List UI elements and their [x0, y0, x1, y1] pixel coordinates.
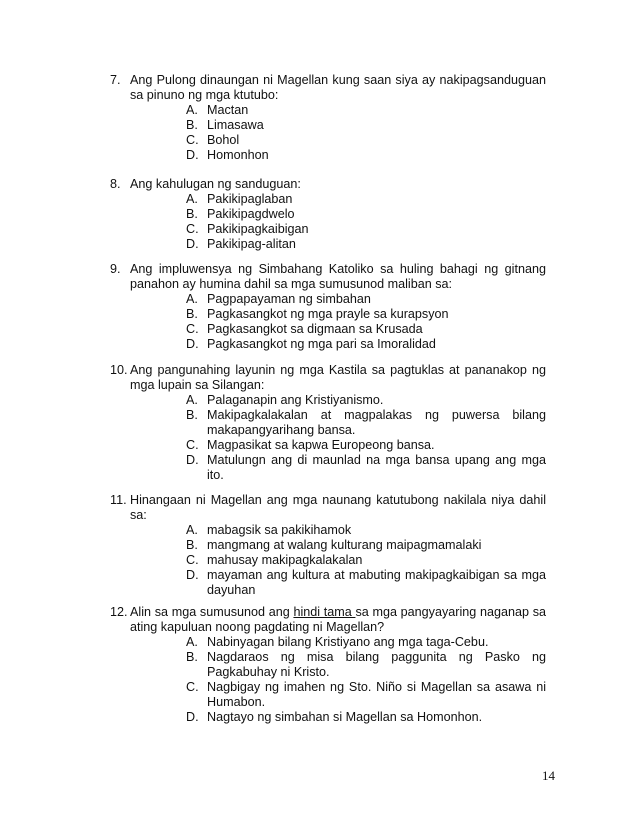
option-letter: B.	[186, 307, 198, 321]
option-text: Pakikipagdwelo	[207, 207, 295, 221]
question-number: 7.	[110, 73, 121, 87]
option	[186, 650, 546, 680]
option-text: mabagsik sa pakikihamok	[207, 523, 352, 537]
option	[186, 408, 546, 438]
option	[186, 453, 546, 483]
question-8	[110, 177, 546, 252]
option-text: Mactan	[207, 103, 249, 117]
option	[186, 710, 546, 725]
option-letter: D.	[186, 337, 199, 351]
option	[186, 337, 546, 352]
option-letter: D.	[186, 237, 199, 251]
option	[186, 237, 546, 252]
question-number: 9.	[110, 262, 121, 276]
option	[186, 292, 546, 307]
options-list	[186, 635, 546, 725]
option-letter: C.	[186, 438, 199, 452]
question-stem	[110, 363, 546, 393]
question-stem	[110, 73, 546, 103]
option-letter: C.	[186, 553, 199, 567]
page-number: 14	[542, 768, 555, 783]
option-letter: B.	[186, 538, 198, 552]
option	[186, 393, 546, 408]
option-letter: C.	[186, 680, 199, 694]
option-text: Nagtayo ng simbahan si Magellan sa Homonhon.	[207, 710, 483, 724]
question-text	[130, 605, 546, 635]
option-letter: C.	[186, 133, 199, 147]
option-text: Pagkasangkot sa digmaan sa Krusada	[207, 322, 423, 336]
options-list	[186, 523, 546, 598]
option-letter: D.	[186, 453, 199, 467]
option	[186, 538, 546, 553]
option-letter: A.	[186, 523, 198, 537]
option-text: Pagpapayaman ng simbahan	[207, 292, 371, 306]
option	[186, 207, 546, 222]
option-text: Matulungn ang di maunlad na mga bansa upang ang mga ito.	[207, 453, 546, 482]
question-stem	[110, 605, 546, 635]
option	[186, 307, 546, 322]
option-text: Magpasikat sa kapwa Europeong bansa.	[207, 438, 435, 452]
question-12	[110, 605, 546, 725]
option-letter: C.	[186, 222, 199, 236]
option-letter: B.	[186, 118, 198, 132]
option	[186, 680, 546, 710]
option	[186, 103, 546, 118]
option	[186, 568, 546, 598]
option	[186, 635, 546, 650]
options-list	[186, 103, 546, 163]
option-text: Nagdaraos ng misa bilang paggunita ng Pasko ng Pagkabuhay ni Kristo.	[207, 650, 546, 679]
option	[186, 133, 546, 148]
option	[186, 322, 546, 337]
question-number: 10.	[110, 363, 128, 377]
question-number: 11.	[110, 493, 127, 507]
option-letter: B.	[186, 650, 198, 664]
option-text: Pakikipaglaban	[207, 192, 293, 206]
question-stem	[110, 493, 546, 523]
option-text: mayaman ang kultura at mabuting makipagkaibigan sa mga dayuhan	[207, 568, 546, 597]
question-text: Ang Pulong dinaungan ni Magellan kung saan siya ay nakipagsanduguan sa pinuno ng mga ktutubo:	[130, 73, 546, 102]
option-text: Pagkasangkot ng mga pari sa Imoralidad	[207, 337, 436, 351]
option-text: Limasawa	[207, 118, 264, 132]
option-text: mahusay makipagkalakalan	[207, 553, 363, 567]
option-letter: B.	[186, 408, 198, 422]
option-text: Nagbigay ng imahen ng Sto. Niño si Magellan sa asawa ni Humabon.	[207, 680, 546, 709]
stem-underlined-text: hindi tama	[293, 605, 356, 619]
question-11	[110, 493, 546, 598]
question-7	[110, 73, 546, 163]
option	[186, 523, 546, 538]
question-text: Ang pangunahing layunin ng mga Kastila sa pagtuklas at pananakop ng mga lupain sa Silangan:	[130, 363, 546, 392]
question-number: 8.	[110, 177, 121, 191]
option	[186, 148, 546, 163]
option-text: Nabinyagan bilang Kristiyano ang mga taga-Cebu.	[207, 635, 489, 649]
option-text: Pakikipagkaibigan	[207, 222, 309, 236]
option-letter: D.	[186, 710, 199, 724]
option-text: mangmang at walang kulturang maipagmamalaki	[207, 538, 482, 552]
option-letter: A.	[186, 103, 198, 117]
option-text: Pagkasangkot ng mga prayle sa kurapsyon	[207, 307, 449, 321]
option	[186, 222, 546, 237]
option-text: Pakikipag-alitan	[207, 237, 296, 251]
option-text: Bohol	[207, 133, 240, 147]
options-list	[186, 192, 546, 252]
option-letter: A.	[186, 192, 198, 206]
option-letter: B.	[186, 207, 198, 221]
option-text: Homonhon	[207, 148, 269, 162]
option-text: Palaganapin ang Kristiyanismo.	[207, 393, 384, 407]
options-list	[186, 393, 546, 483]
option-letter: A.	[186, 635, 198, 649]
question-stem	[110, 177, 546, 192]
question-number: 12.	[110, 605, 128, 619]
question-text: Hinangaan ni Magellan ang mga naunang katutubong nakilala niya dahil sa:	[130, 493, 546, 522]
question-9	[110, 262, 546, 352]
question-stem	[110, 262, 546, 292]
option	[186, 192, 546, 207]
stem-text-after: sa mga pangyayaring naganap sa ating kapuluan noong pagdating ni Magellan?	[130, 605, 547, 634]
question-text: Ang impluwensya ng Simbahang Katoliko sa huling bahagi ng gitnang panahon ay humina dahil sa mga sumusunod maliban sa:	[130, 262, 546, 291]
option-letter: A.	[186, 292, 198, 306]
option	[186, 438, 546, 453]
options-list	[186, 292, 546, 352]
option-letter: A.	[186, 393, 198, 407]
option	[186, 118, 546, 133]
option-text: Makipagkalakalan at magpalakas ng puwersa bilang makapangyarihang bansa.	[207, 408, 546, 437]
option	[186, 553, 546, 568]
stem-text-before: Alin sa mga sumusunod ang	[130, 605, 294, 619]
question-text: Ang kahulugan ng sanduguan:	[130, 177, 301, 191]
question-10	[110, 363, 546, 483]
option-letter: D.	[186, 568, 199, 582]
option-letter: D.	[186, 148, 199, 162]
option-letter: C.	[186, 322, 199, 336]
